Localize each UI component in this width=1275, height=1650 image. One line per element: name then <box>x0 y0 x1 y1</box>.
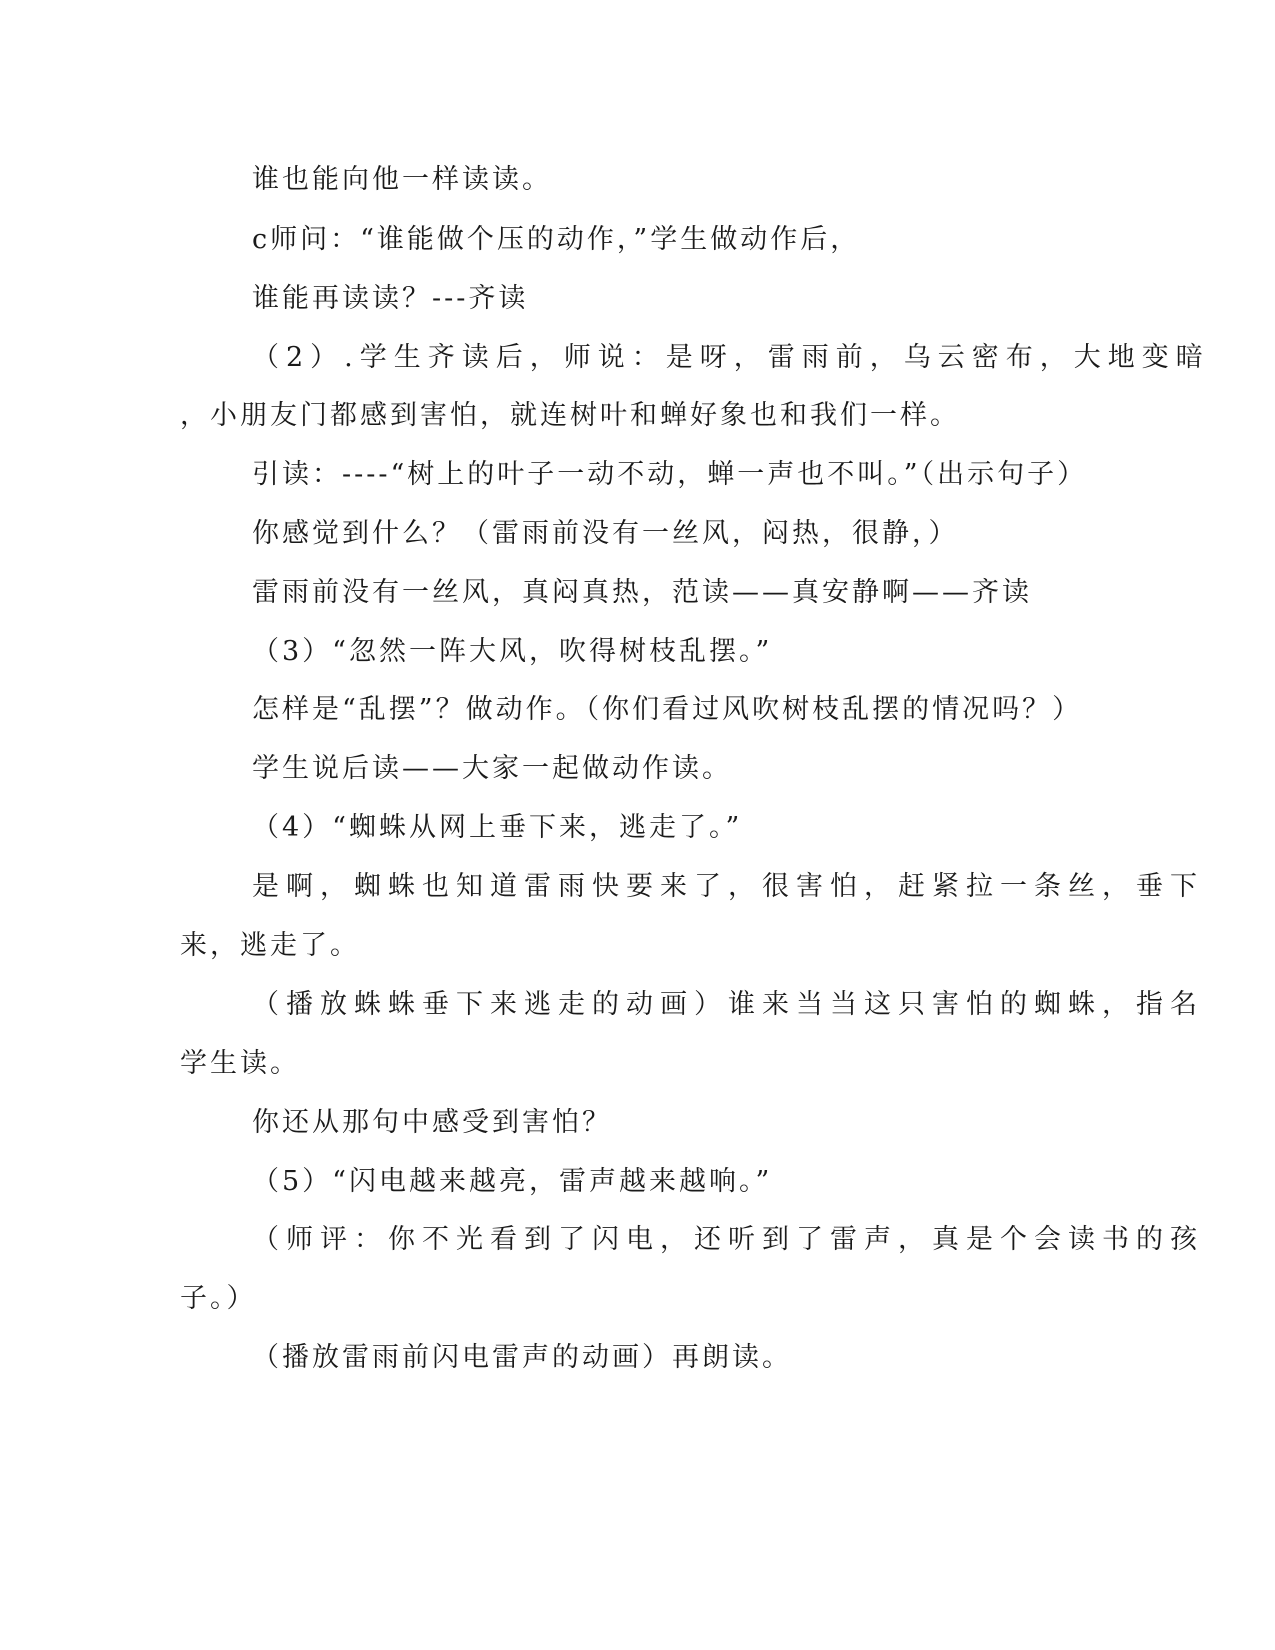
text-line: c师问：“谁能做个压的动作，”学生做动作后， <box>252 224 861 255</box>
text-line: 引读：----“树上的叶子一动不动，蝉一声也不叫。”（出示句子） <box>252 459 1088 490</box>
text-line: （3）“忽然一阵大风，吹得树枝乱摆。” <box>252 636 773 667</box>
text-line: 来，逃走了。 <box>180 930 360 961</box>
text-line: （2）.学生齐读后，师说：是呀，雷雨前，乌云密布，大地变暗 <box>252 342 1210 373</box>
text-line: 谁也能向他一样读读。 <box>252 164 552 195</box>
text-line: 是啊，蜘蛛也知道雷雨快要来了，很害怕，赶紧拉一条丝，垂下 <box>252 871 1204 902</box>
text-line: （播放蛛蛛垂下来逃走的动画）谁来当当这只害怕的蜘蛛，指名 <box>252 989 1204 1020</box>
text-line: 谁能再读读？---齐读 <box>252 283 529 314</box>
text-line: ，小朋友门都感到害怕，就连树叶和蝉好象也和我们一样。 <box>180 400 960 431</box>
text-line: （5）“闪电越来越亮，雷声越来越响。” <box>252 1166 773 1197</box>
text-line: （师评：你不光看到了闪电，还听到了雷声，真是个会读书的孩 <box>252 1224 1204 1255</box>
text-line: 子。） <box>180 1283 257 1314</box>
text-line: 怎样是“乱摆”？做动作。（你们看过风吹树枝乱摆的情况吗？） <box>252 694 1083 725</box>
text-line: 你还从那句中感受到害怕？ <box>252 1107 612 1138</box>
text-line: 雷雨前没有一丝风，真闷真热，范读——真安静啊——齐读 <box>252 577 1032 608</box>
text-line: 你感觉到什么？（雷雨前没有一丝风，闷热，很静，） <box>252 518 959 549</box>
text-line: （4）“蜘蛛从网上垂下来，逃走了。” <box>252 812 743 843</box>
text-line: （播放雷雨前闪电雷声的动画）再朗读。 <box>252 1342 792 1373</box>
text-line: 学生读。 <box>180 1048 300 1079</box>
text-line: 学生说后读——大家一起做动作读。 <box>252 753 732 784</box>
